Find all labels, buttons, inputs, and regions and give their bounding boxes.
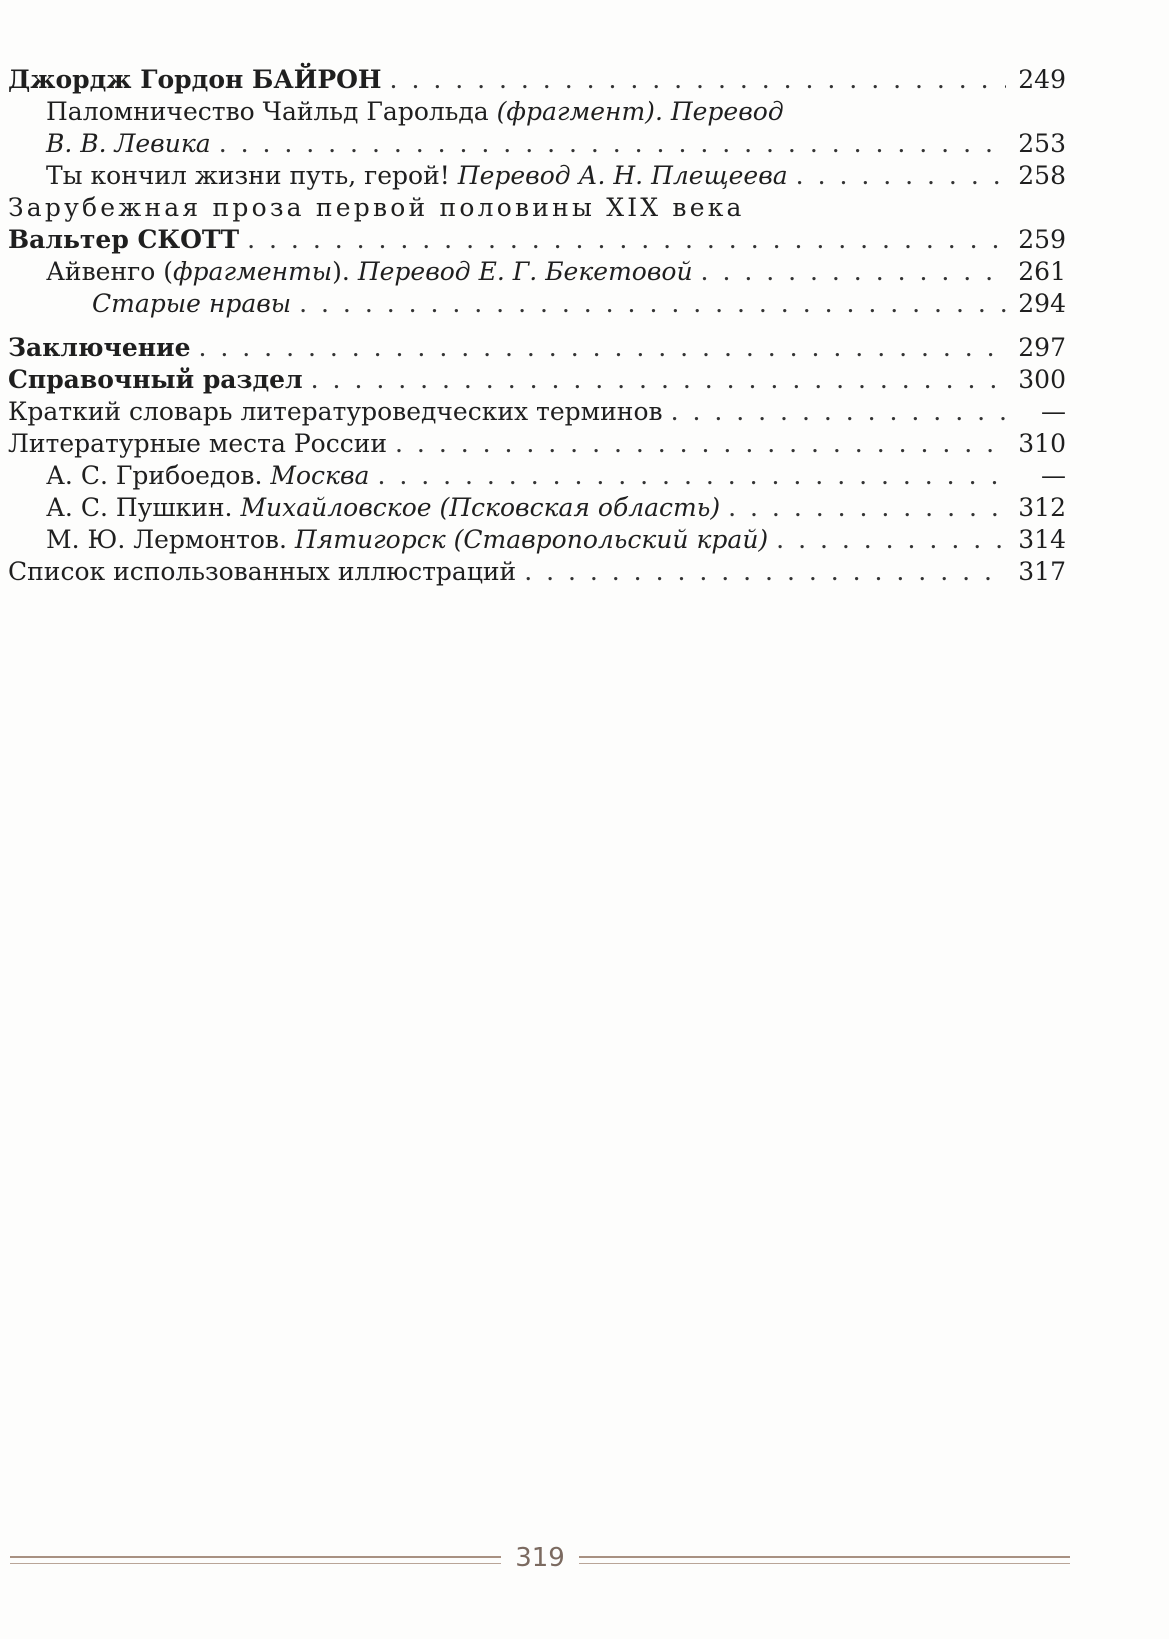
toc-entry-text: М. Ю. Лермонтов. — [46, 525, 295, 554]
toc-entry — [8, 224, 1066, 256]
toc-page-number: 259 — [1018, 225, 1066, 254]
footer-rule-left — [10, 1556, 501, 1564]
toc-entry — [8, 128, 1066, 160]
toc-entry-text: Джордж Гордон БАЙРОН — [8, 65, 382, 94]
toc-entry — [8, 64, 1066, 96]
dot-leader — [728, 492, 1006, 524]
toc-entry-title — [8, 396, 663, 428]
toc-page-number: 314 — [1018, 525, 1066, 554]
toc-entry-title — [8, 428, 387, 460]
toc-entry-title — [8, 556, 516, 588]
toc-entry-text: А. С. Пушкин. — [46, 493, 241, 522]
dot-leader — [524, 556, 1006, 588]
toc-entry-text: (фрагмент). Перевод — [496, 97, 784, 126]
toc-entry — [8, 556, 1066, 588]
dot-leader — [701, 256, 1006, 288]
toc-entry-text: Ты кончил жизни путь, герой! — [46, 161, 458, 190]
toc-page-number: — — [1041, 461, 1066, 490]
toc-entry — [8, 160, 1066, 192]
toc-page-number: 300 — [1018, 365, 1066, 394]
dot-leader — [311, 364, 1006, 396]
toc-page-number: 249 — [1018, 65, 1066, 94]
toc-entry-title — [92, 288, 291, 320]
toc-entry-text: Заключение — [8, 333, 191, 362]
toc-entry-title — [46, 160, 788, 192]
toc-page-number: 261 — [1018, 257, 1066, 286]
toc-entry — [8, 364, 1066, 396]
footer-rule-right — [579, 1556, 1070, 1564]
toc-entry — [8, 396, 1066, 428]
toc-entry — [8, 524, 1066, 556]
toc-entry-text: Список использованных иллюстраций — [8, 557, 517, 586]
dot-leader — [199, 332, 1007, 364]
toc-entry-text: Старые нравы — [92, 289, 292, 318]
dot-leader — [377, 460, 1006, 492]
toc-entry-text: В. В. Левика — [46, 129, 211, 158]
dot-leader — [671, 396, 1006, 428]
toc-entry-title — [46, 96, 784, 128]
toc-entry — [8, 288, 1066, 320]
toc-entry-text: Вальтер СКОТТ — [8, 225, 240, 254]
toc-entry-title — [8, 64, 382, 96]
dot-leader — [247, 224, 1006, 256]
toc-entry-text: Перевод Е. Г. Бекетовой — [357, 257, 693, 286]
toc-page-number: 317 — [1018, 557, 1066, 586]
toc-entry-text: Справочный раздел — [8, 365, 303, 394]
dot-leader — [395, 428, 1006, 460]
toc-page-number: 310 — [1018, 429, 1066, 458]
toc-entry-text: Пятигорск (Ставропольский край) — [294, 525, 769, 554]
toc-entry — [8, 428, 1066, 460]
toc-entry-text: фрагменты — [172, 257, 333, 286]
toc-entry-title — [46, 460, 369, 492]
toc-entry-text: Михайловское (Псковская область) — [240, 493, 721, 522]
table-of-contents — [8, 64, 1066, 588]
dot-leader — [776, 524, 1006, 556]
toc-section-heading — [8, 192, 1066, 224]
toc-page-number: 294 — [1018, 289, 1066, 318]
toc-entry-title — [8, 224, 239, 256]
toc-entry — [8, 96, 1066, 128]
toc-entry-text: ). — [332, 257, 358, 286]
toc-entry-title — [46, 524, 768, 556]
toc-entry-text: Зарубежная проза первой половины XIX века — [8, 193, 745, 222]
toc-entry-title — [8, 364, 303, 396]
toc-entry-text: Айвенго ( — [46, 257, 173, 286]
dot-leader — [299, 288, 1006, 320]
toc-entry-title — [8, 332, 191, 364]
toc-entry-title — [46, 256, 693, 288]
page-number: 319 — [515, 1543, 565, 1573]
toc-entry-title — [46, 128, 211, 160]
toc-page-number: 312 — [1018, 493, 1066, 522]
toc-page-number: — — [1041, 397, 1066, 426]
dot-leader — [219, 128, 1006, 160]
toc-entry — [8, 460, 1066, 492]
dot-leader — [796, 160, 1006, 192]
toc-entry-text: Москва — [270, 461, 370, 490]
toc-entry-text: А. С. Грибоедов. — [46, 461, 271, 490]
toc-entry-title — [8, 192, 745, 224]
toc-entry — [8, 332, 1066, 364]
toc-page-number: 253 — [1018, 129, 1066, 158]
toc-entry-text: Литературные места России — [8, 429, 388, 458]
toc-entry — [8, 492, 1066, 524]
toc-entry-title — [46, 492, 720, 524]
page-footer — [10, 1538, 1070, 1578]
toc-page-number: 258 — [1018, 161, 1066, 190]
dot-leader — [390, 64, 1006, 96]
toc-entry-text: Перевод А. Н. Плещеева — [457, 161, 788, 190]
toc-entry-text: Краткий словарь литературоведческих терминов — [8, 397, 663, 426]
toc-entry-text: Паломничество Чайльд Гарольда — [46, 97, 497, 126]
toc-entry — [8, 256, 1066, 288]
toc-page-number: 297 — [1018, 333, 1066, 362]
